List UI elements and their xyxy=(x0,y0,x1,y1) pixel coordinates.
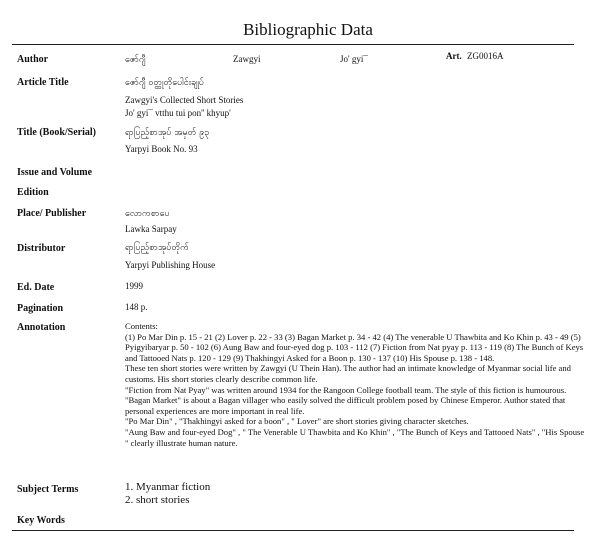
author-name-mm xyxy=(125,53,146,66)
distributor-mm xyxy=(125,241,189,254)
edition-label: Edition xyxy=(17,187,49,198)
publisher-en: Lawka Sarpay xyxy=(125,224,177,234)
subject-terms-list xyxy=(125,481,210,507)
title-book-label: Title (Book/Serial) xyxy=(17,127,96,138)
annotation-line: These ten short stories were written by Zawgyi (U Thein Han). The author had an intimate knowledge of Myanmar social life and customs. His short stories clearly describe common life. xyxy=(125,363,571,384)
article-title-label: Article Title xyxy=(17,77,69,88)
author-name-mm-text: ဇော်ဂျီ xyxy=(125,55,146,65)
issue-label: Issue and Volume xyxy=(17,167,93,178)
publisher-mm xyxy=(125,207,170,220)
bottom-rule xyxy=(12,530,574,531)
distributor-mm-text: ရာပြည့်စာအုပ်တိုက် xyxy=(125,243,189,253)
annotation-text xyxy=(125,321,585,448)
title-book-mm-text: ရာပြည့်စာအုပ် အမှတ် ၉၃ xyxy=(125,128,210,138)
subject-term: 2. short stories xyxy=(125,494,190,506)
subject-terms-label: Subject Terms xyxy=(17,484,79,495)
art-label: Art. xyxy=(446,51,462,61)
author-romanized: Jo' gyi¯ xyxy=(340,54,368,64)
title-book-mm xyxy=(125,126,209,139)
author-name-en: Zawgyi xyxy=(233,54,261,64)
distributor-en: Yarpyi Publishing House xyxy=(125,260,216,270)
distributor-label: Distributor xyxy=(17,243,66,254)
annotation-line: "Fiction from Nat Pyay" was written around 1934 for the Rangoon College football team. The style of this fiction is humourous. xyxy=(125,384,567,395)
annotation-line: "Aung Baw and four-eyed Dog" , " The Venerable U Thawbita and Ko Khin" , "The Bunch of Keys and Tattooed Nats" , "His Spouse " clearly illustrate human nature. xyxy=(125,426,585,448)
top-rule xyxy=(12,44,574,45)
ed-date-value: 1999 xyxy=(125,281,143,291)
article-title-en: Zawgyi's Collected Short Stories xyxy=(125,95,244,105)
title-book-en: Yarpyi Book No. 93 xyxy=(125,144,198,154)
document-title: Bibliographic Data xyxy=(243,20,373,39)
annotation-line: "Po Mar Din" , "Thakhingyi asked for a boon" , " Lover" are short stories giving character sketches. xyxy=(125,416,469,427)
annotation-label: Annotation xyxy=(17,322,66,333)
article-title-mm-text: ဇော်ဂျီ ဝတ္ထုတိုပေါင်းချုပ် xyxy=(125,78,205,88)
article-title-romanized: Jo' gyi¯ vtthu tui pon'' khyup' xyxy=(125,108,231,118)
publisher-mm-text: လောကစာပေ xyxy=(125,209,170,219)
pagination-label: Pagination xyxy=(17,303,64,314)
author-label: Author xyxy=(17,54,49,65)
article-title-mm xyxy=(125,76,204,89)
key-words-label: Key Words xyxy=(17,515,65,526)
annotation-line: (1) Po Mar Din p. 15 - 21 (2) Lover p. 22 - 33 (3) Bagan Market p. 34 - 42 (4) The venerable U Thawbita and Ko Khin p. 43 - 49 (5) Pyigyibaryar p. 50 - 102 (6) Aung Baw and four-eyed dog p. 103 - 112 (7) Fiction from Nat pyay p. 113 - 119 (8) The Bunch of Keys and Tattooed Nats p. 120 - 129 (9) Thakhingyi Asked for a Boon p. 130 - 137 (10) His Spouse p. 138 - 148. xyxy=(125,331,584,363)
annotation-line: Contents: xyxy=(125,321,158,331)
art-code: ZG0016A xyxy=(467,51,504,61)
annotation-line: "Bagan Market" is about a Bagan villager who easily solved the difficult problem posed by Chinese Emperor. Author stated that personal experiences are more important in real life. xyxy=(125,395,566,416)
subject-term: 1. Myanmar fiction xyxy=(125,481,211,493)
publisher-label: Place/ Publisher xyxy=(17,208,87,219)
ed-date-label: Ed. Date xyxy=(17,282,55,293)
pagination-value: 148 p. xyxy=(125,302,148,312)
